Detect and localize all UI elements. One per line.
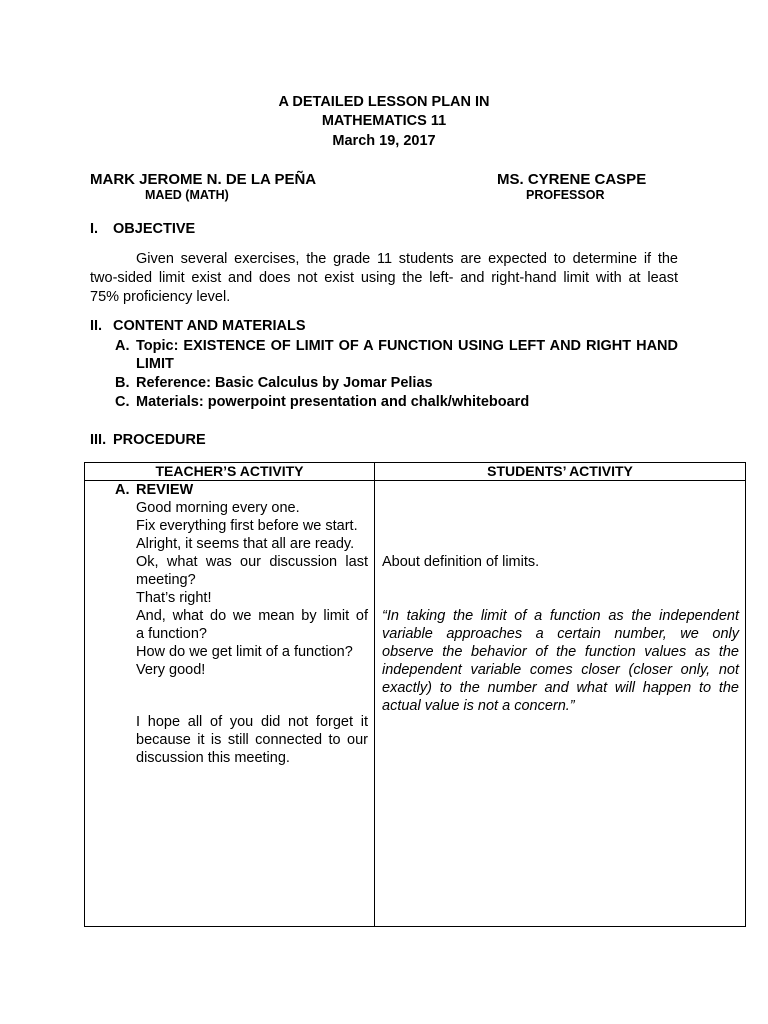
- procedure-heading: PROCEDURE: [113, 432, 206, 448]
- content-item-c-text: Materials: powerpoint presentation and chalk/whiteboard: [136, 394, 530, 410]
- author-degree: MAED (MATH): [145, 188, 229, 202]
- teacher-line: because it is still connected to our: [136, 732, 368, 748]
- student-quote-line: observe the behavior of the function values as the: [382, 644, 739, 660]
- teacher-line: a function?: [136, 626, 207, 642]
- objective-heading-number: I.: [90, 221, 99, 237]
- student-answer: About definition of limits.: [382, 554, 540, 570]
- procedure-heading-number: III.: [90, 432, 107, 448]
- procedure-table: [84, 462, 746, 927]
- objective-line-2: two-sided limit exist and does not exist using the left- and right-hand limit with at least: [90, 270, 678, 286]
- teacher-line: That’s right!: [136, 590, 212, 606]
- teacher-line: I hope all of you did not forget it: [136, 714, 368, 730]
- content-item-a-letter: A.: [115, 338, 130, 354]
- content-item-a-line2: LIMIT: [136, 356, 174, 372]
- content-heading: CONTENT AND MATERIALS: [113, 318, 306, 334]
- teacher-line: Ok, what was our discussion last: [136, 554, 368, 570]
- professor-role: PROFESSOR: [526, 188, 605, 202]
- student-quote-line: actual value is not a concern.”: [382, 698, 575, 714]
- objective-line-3: 75% proficiency level.: [90, 289, 231, 305]
- doc-title-line1: A DETAILED LESSON PLAN IN: [278, 94, 490, 110]
- doc-date: March 19, 2017: [332, 133, 436, 149]
- review-letter: A.: [115, 482, 130, 498]
- teacher-line: And, what do we mean by limit of: [136, 608, 368, 624]
- teacher-line: Alright, it seems that all are ready.: [136, 536, 355, 552]
- objective-heading: OBJECTIVE: [113, 221, 196, 237]
- content-item-a-line1: Topic: EXISTENCE OF LIMIT OF A FUNCTION USING LEFT AND RIGHT HAND: [136, 338, 678, 354]
- students-activity-cell: [375, 481, 746, 927]
- author-name: MARK JEROME N. DE LA PEÑA: [90, 171, 317, 188]
- teacher-activity-header: TEACHER’S ACTIVITY: [85, 463, 375, 481]
- doc-title-line2: MATHEMATICS 11: [321, 113, 447, 129]
- teacher-line: Fix everything first before we start.: [136, 518, 358, 534]
- review-label: REVIEW: [136, 482, 194, 498]
- students-activity-header: STUDENTS’ ACTIVITY: [375, 463, 746, 481]
- student-quote-line: exactly) to the number and what will happen to the: [382, 680, 739, 696]
- procedure-table-row: [85, 481, 746, 927]
- objective-line-1: Given several exercises, the grade 11 students are expected to determine if the: [136, 251, 678, 267]
- content-item-b-letter: B.: [115, 375, 130, 391]
- content-heading-number: II.: [90, 318, 103, 334]
- teacher-line: Very good!: [136, 662, 206, 678]
- professor-name: MS. CYRENE CASPE: [497, 171, 647, 188]
- teacher-line: Good morning every one.: [136, 500, 300, 516]
- teacher-line: meeting?: [136, 572, 196, 588]
- teacher-line: discussion this meeting.: [136, 750, 290, 766]
- teacher-line: How do we get limit of a function?: [136, 644, 353, 660]
- student-quote-line: “In taking the limit of a function as the independent: [382, 608, 739, 624]
- content-item-b-text: Reference: Basic Calculus by Jomar Pelias: [136, 375, 433, 391]
- content-item-c-letter: C.: [115, 394, 130, 410]
- student-quote-line: independent variable comes closer (closer only, not: [382, 662, 739, 678]
- procedure-table-header-row: [85, 463, 746, 481]
- student-quote-line: variable approaches a certain number, we only: [382, 626, 739, 642]
- teacher-activity-cell: [85, 481, 375, 927]
